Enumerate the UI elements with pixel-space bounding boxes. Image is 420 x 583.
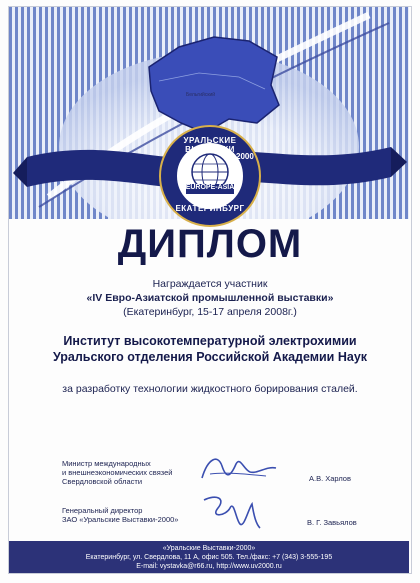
award-reason: за разработку технологии жидкостного борирования сталей.	[62, 383, 358, 395]
footer-address: Екатеринбург, ул. Свердлова, 11 А, офис 505. Тел./факс: +7 (343) 3-555-195	[85, 554, 333, 561]
signatory-1-position	[62, 459, 172, 486]
signature-1-image	[196, 448, 280, 488]
seal-top-text: УРАЛЬСКИЕ ВЫСТАВКИ	[183, 136, 237, 154]
signatory-2-name: В. Г. Завьялов	[307, 518, 357, 527]
footer-company: «Уральские Выставки-2000»	[162, 545, 256, 552]
recipient-line-2: Уральского отделения Российской Академии Наук	[52, 350, 368, 364]
signatory-2-position-line: Генеральный директор	[62, 506, 143, 515]
signatory-1-position-line: и внешнеэкономических связей	[62, 468, 173, 477]
signatory-2-position	[62, 506, 178, 524]
footer-contacts: E-mail: vystavka@r66.ru, http://www.uv2000.ru	[136, 563, 282, 570]
map-region-label: Бельгийский	[186, 92, 216, 98]
signatory-1-position-line: Министр международных	[62, 459, 151, 468]
diploma-title: ДИПЛОМ	[117, 222, 303, 266]
seal-year-text: 2000	[236, 152, 254, 161]
seal-middle-text: EUROPE-ASIA	[185, 184, 235, 191]
footer-bar	[9, 541, 409, 573]
signatory-1-name: А.В. Харлов	[309, 474, 351, 483]
recipient-line-1: Институт высокотемпературной электрохимии	[63, 334, 357, 348]
seal-labels	[158, 124, 262, 228]
award-line-1: Награждается участник	[152, 278, 268, 290]
signatory-2-position-line: ЗАО «Уральские Выставки-2000»	[62, 515, 179, 524]
signatory-1-position-line: Свердловской области	[62, 477, 143, 486]
seal-bottom-text: ЕКАТЕРИНБУРГ	[175, 204, 245, 213]
award-line-2: «IV Евро-Азиатской промышленной выставки»	[86, 292, 334, 304]
award-line-3: (Екатеринбург, 15-17 апреля 2008г.)	[123, 306, 297, 318]
signature-2-image	[196, 490, 264, 534]
